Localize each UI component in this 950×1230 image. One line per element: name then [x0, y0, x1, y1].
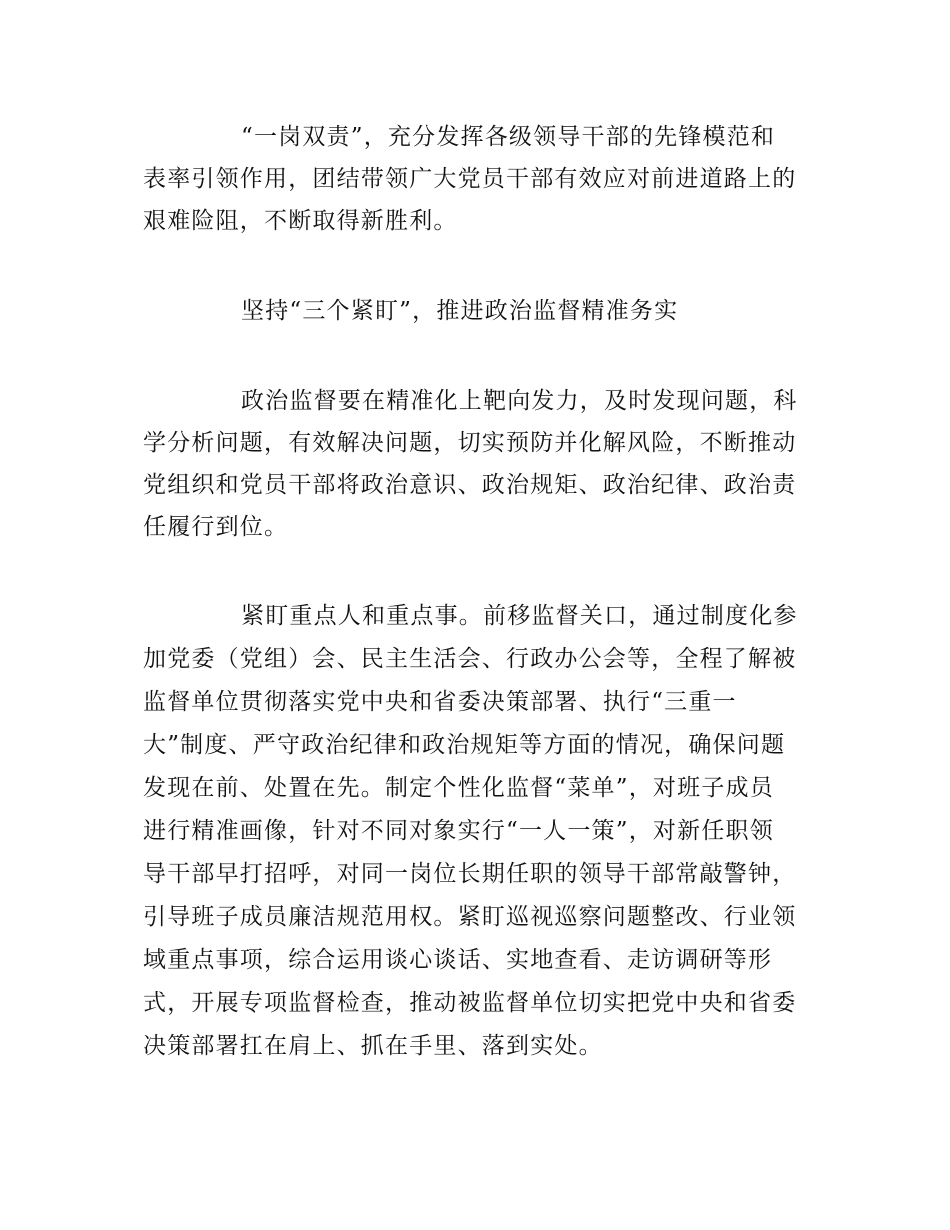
text-line: 党组织和党员干部将政治意识、政治规矩、政治纪律、政治责 [143, 472, 797, 498]
text-line: 进行精准画像，针对不同对象实行“一人一策”，对新任职领 [143, 818, 774, 844]
text-line: 紧盯重点人和重点事。前移监督关口，通过制度化参 [241, 603, 798, 629]
text-line: 表率引领作用，团结带领广大党员干部有效应对前进道路上的 [143, 166, 797, 192]
text-line: 监督单位贯彻落实党中央和省委决策部署、执行“三重一 [143, 689, 737, 715]
text-line: 发现在前、处置在先。制定个性化监督“菜单”，对班子成员 [143, 775, 774, 801]
text-line: 式，开展专项监督检查，推动被监督单位切实把党中央和省委 [143, 990, 797, 1016]
text-line: 学分析问题，有效解决问题，切实预防并化解风险，不断推动 [143, 430, 797, 456]
text-line: 大”制度、严守政治纪律和政治规矩等方面的情况，确保问题 [143, 732, 786, 758]
text-line: 政治监督要在精准化上靶向发力，及时发现问题，科 [241, 388, 798, 414]
text-line: 加党委（党组）会、民主生活会、行政办公会等，全程了解被 [143, 646, 797, 672]
text-line: 导干部早打招呼，对同一岗位长期任职的领导干部常敲警钟， [143, 861, 797, 887]
text-line: 引导班子成员廉洁规范用权。紧盯巡视巡察问题整改、行业领 [143, 904, 797, 930]
text-line: 决策部署扛在肩上、抓在手里、落到实处。 [143, 1033, 603, 1059]
section-heading: 坚持“三个紧盯”，推进政治监督精准务实 [241, 298, 679, 324]
text-line: “一岗双责”，充分发挥各级领导干部的先锋模范和 [241, 124, 776, 150]
text-line: 任履行到位。 [143, 514, 289, 540]
text-line: 艰难险阻，不断取得新胜利。 [143, 208, 458, 234]
text-line: 域重点事项，综合运用谈心谈话、实地查看、走访调研等形 [143, 947, 773, 973]
